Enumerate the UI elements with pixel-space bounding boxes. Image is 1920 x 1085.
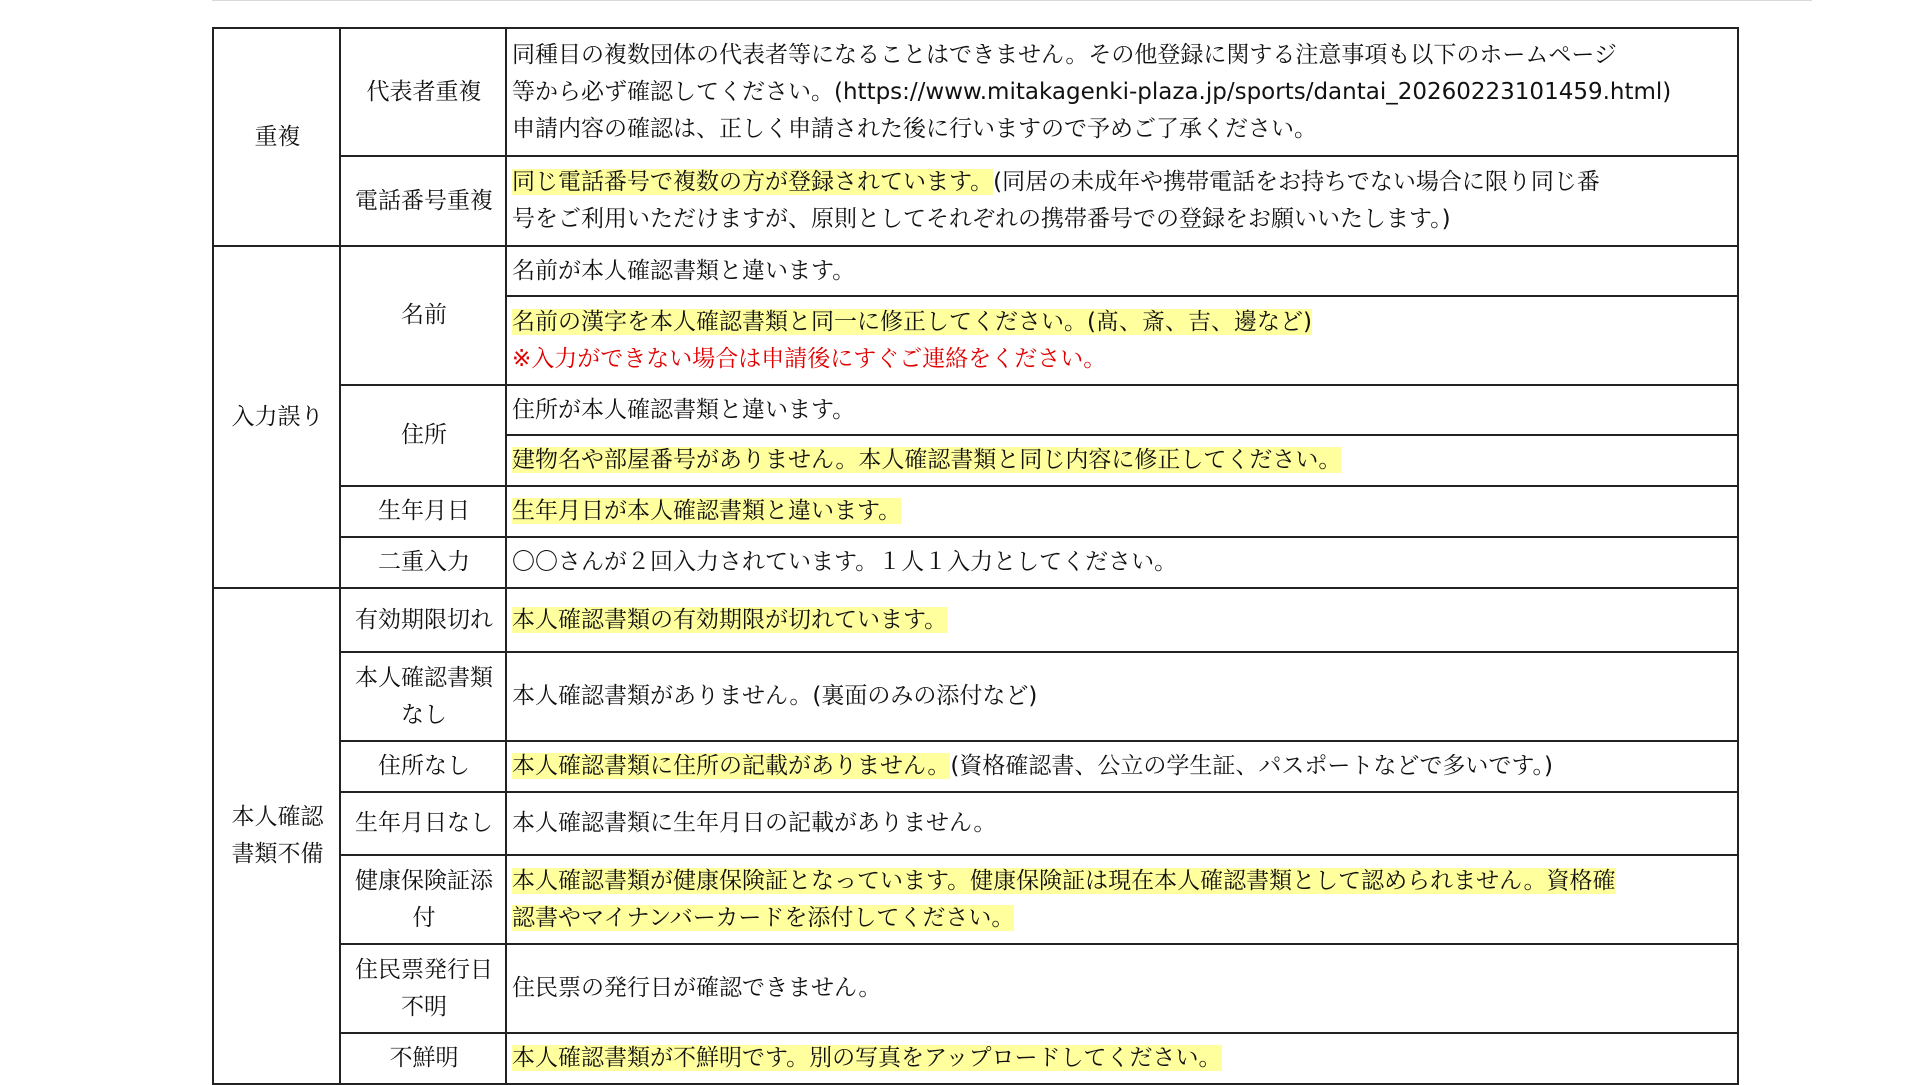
category-id-document-defect [213,588,340,1084]
table-row [213,28,1738,156]
label-line: 付 [412,904,436,931]
category-label-line: 書類不備 [231,841,324,867]
category-label-line: 本人確認 [231,804,324,830]
table-row [213,792,1738,855]
category-duplicate: 重複 [213,28,340,246]
message-line [512,164,1734,201]
reason-label-representative-duplicate: 代表者重複 [340,28,506,156]
highlighted-text: 本人確認書類の有効期限が切れています。 [512,606,948,633]
reason-label-no-birthdate: 生年月日なし [340,792,506,855]
reason-message-no-id-document: 本人確認書類がありません。(裏面のみの添付など) [506,652,1738,741]
table-row [213,855,1738,944]
message-text: (資格確認書、公立の学生証、パスポートなどで多いです。) [950,753,1553,779]
message-text: (同居の未成年や携帯電話をお持ちでない場合に限り同じ番 [993,169,1600,195]
reason-message-name-kanji [506,296,1738,385]
message-line [512,900,1734,937]
message-line [512,304,1734,341]
reason-label-unclear: 不鮮明 [340,1033,506,1084]
table-row [213,156,1738,246]
highlighted-text: 同じ電話番号で複数の方が登録されています。 [512,169,994,195]
reason-message-double-input: 〇〇さんが２回入力されています。１人１入力としてください。 [506,537,1738,588]
reason-message-no-address [506,741,1738,792]
message-line: 申請内容の確認は、正しく申請された後に行いますので予めご了承ください。 [512,115,1317,142]
label-line: 健康保険証添 [355,867,493,894]
highlighted-text: 本人確認書類が不鮮明です。別の写真をアップロードしてください。 [512,1045,1222,1071]
reason-message-unclear [506,1033,1738,1084]
table-row [213,246,1738,296]
table-row [213,741,1738,792]
reason-message-address-building [506,435,1738,486]
label-line: 不明 [401,993,447,1020]
reason-label-health-insurance [340,855,506,944]
reason-label-no-address: 住所なし [340,741,506,792]
table-row [213,1033,1738,1084]
reason-label-expired: 有効期限切れ [340,588,506,652]
table-row [213,652,1738,741]
table-row [213,385,1738,435]
table-row [213,486,1738,537]
message-line: 等から必ず確認してください。(https://www.mitakagenki-plaza.jp/sports/dantai_20260223101459.html) [512,78,1672,105]
label-line: 住民票発行日 [355,956,493,983]
reason-label-address: 住所 [340,385,506,486]
reason-message-birthdate [506,486,1738,537]
label-line: 本人確認書類 [355,664,493,691]
highlighted-text: 本人確認書類が健康保険証となっています。健康保険証は現在本人確認書類として認められません。資格確 [512,867,1616,894]
reason-message-no-birthdate: 本人確認書類に生年月日の記載がありません。 [506,792,1738,855]
reason-message-residence-certificate: 住民票の発行日が確認できません。 [506,944,1738,1033]
reason-message-representative-duplicate [506,28,1738,156]
highlighted-text: 本人確認書類に住所の記載がありません。 [512,753,951,779]
message-line: 号をご利用いただけますが、原則としてそれぞれの携帯番号での登録をお願いいたします。) [512,206,1451,232]
reason-label-residence-certificate [340,944,506,1033]
highlighted-text: 名前の漢字を本人確認書類と同一に修正してください。(髙、斎、吉、邊など) [512,308,1312,335]
highlighted-text: 生年月日が本人確認書類と違います。 [512,498,902,524]
table-row [213,588,1738,652]
reason-message-expired [506,588,1738,652]
reason-label-name: 名前 [340,246,506,385]
table-row [213,537,1738,588]
reason-message-phone-duplicate [506,156,1738,246]
reason-message-name-mismatch: 名前が本人確認書類と違います。 [506,246,1738,296]
top-divider [212,0,1812,1]
reason-label-double-input: 二重入力 [340,537,506,588]
highlighted-text: 認書やマイナンバーカードを添付してください。 [512,904,1015,931]
highlighted-text: 建物名や部屋番号がありません。本人確認書類と同じ内容に修正してください。 [512,447,1342,473]
reason-label-no-id-document [340,652,506,741]
table-row [213,944,1738,1033]
rejection-reasons-table [212,27,1739,1085]
category-input-error: 入力誤り [213,246,340,588]
warning-note: ※入力ができない場合は申請後にすぐご連絡をください。 [512,345,1107,372]
message-line [512,863,1734,900]
reason-label-phone-duplicate: 電話番号重複 [340,156,506,246]
reason-message-address-mismatch: 住所が本人確認書類と違います。 [506,385,1738,435]
label-line: なし [401,701,447,728]
reason-message-health-insurance [506,855,1738,944]
message-line: 同種目の複数団体の代表者等になることはできません。その他登録に関する注意事項も以下のホームページ [512,41,1617,68]
reason-label-birthdate: 生年月日 [340,486,506,537]
